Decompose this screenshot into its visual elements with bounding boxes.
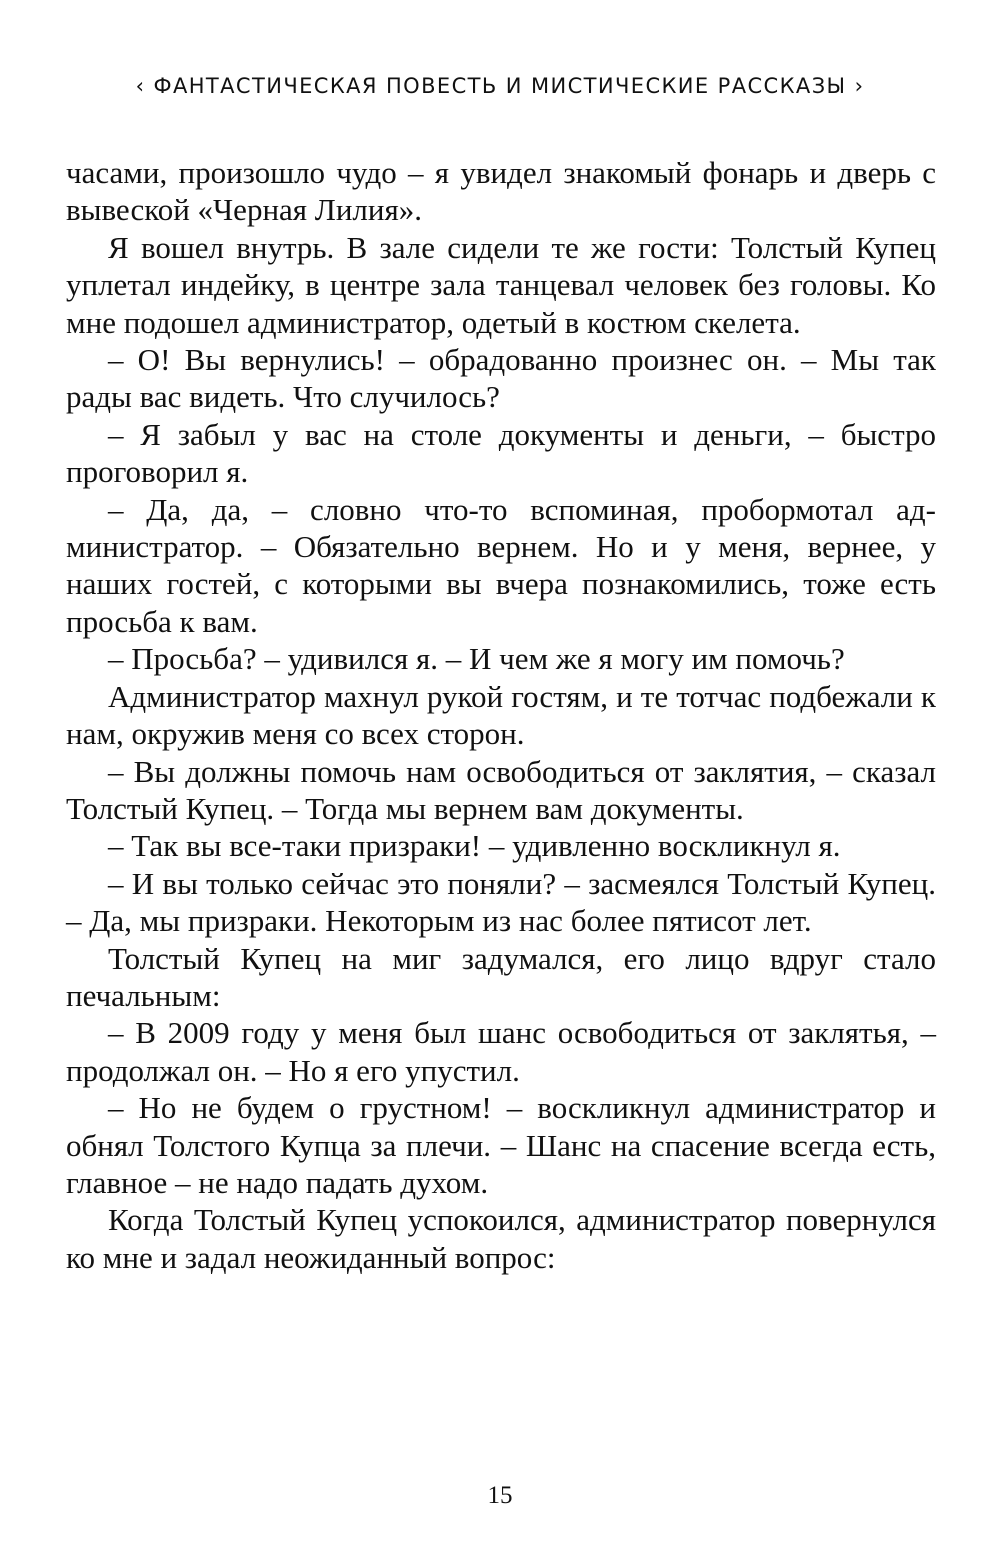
running-title: ‹ ФАНТАСТИЧЕСКАЯ ПОВЕСТЬ И МИСТИЧЕСКИЕ РАССКАЗЫ › xyxy=(135,74,865,98)
paragraph: – В 2009 году у меня был шанс освободиться от заклятья, – продолжал он. – Но я его упустил. xyxy=(66,1015,936,1088)
paragraph: Я вошел внутрь. В зале сидели те же гости: Толстый Купец уплетал индейку, в центре зала танцевал человек без головы. Ко мне подошел администратор, одетый в костюм скелета. xyxy=(66,229,936,340)
page-number: 15 xyxy=(487,1482,513,1509)
paragraph: Когда Толстый Купец успокоился, администратор повернулся ко мне и задал неожиданный вопрос: xyxy=(66,1202,936,1275)
paragraph: – Но не будем о грустном! – воскликнул администратор и обнял Толстого Купца за плечи. – Шанс на спасение всегда есть, главное – не надо падать духом. xyxy=(66,1090,936,1200)
paragraph: часами, произошло чудо – я увидел знакомый фонарь и дверь с вывеской «Черная Лилия». xyxy=(66,155,936,228)
paragraph: Толстый Купец на миг задумался, его лицо вдруг стало печальным: xyxy=(66,940,936,1013)
paragraph: Администратор махнул рукой гостям, и те тотчас подбежали к нам, окружив меня со всех сторон. xyxy=(66,678,936,752)
paragraph: – Просьба? – удивился я. – И чем же я могу им помочь? xyxy=(108,641,845,677)
paragraph: – И вы только сейчас это поняли? – засмеялся Толстый Купец. – Да, мы призраки. Некоторым из нас более пятисот лет. xyxy=(66,865,936,939)
paragraph: – О! Вы вернулись! – обрадованно произнес он. – Мы так рады вас видеть. Что случилось? xyxy=(66,342,936,415)
paragraph: – Вы должны помочь нам освободиться от заклятия, – сказал Толстый Купец. – Тогда мы вернем вам документы. xyxy=(66,753,936,826)
paragraph: – Я забыл у вас на столе документы и деньги, – быстро проговорил я. xyxy=(66,416,936,490)
page-text xyxy=(66,154,936,1276)
paragraph: – Да, да, – словно что-то вспоминая, пробормотал администратор. – Обязательно вернем. Но и у меня, вернее, у наших гостей, с которыми вы вчера познакомились, тоже есть просьба к вам. xyxy=(66,491,936,639)
paragraph: – Так вы все-таки призраки! – удивленно воскликнул я. xyxy=(108,828,841,864)
